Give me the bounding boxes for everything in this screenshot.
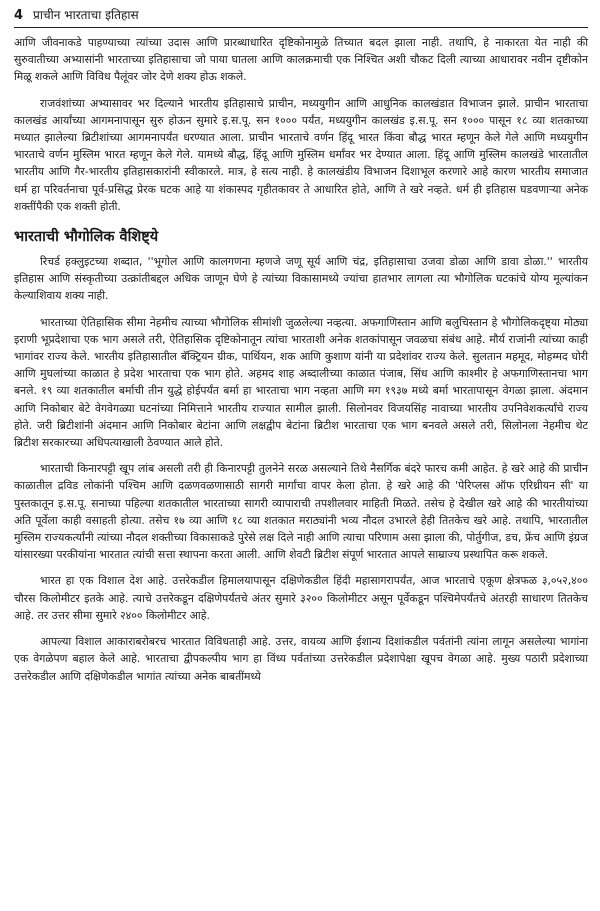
page-header	[14, 0, 588, 28]
paragraph-coastline: भारताची किनारपट्टी खूप लांब असली तरी ही किनारपट्टी तुलनेने सरळ असल्याने तिथे नैसर्गिक बंदरे फारच कमी आहेत. हे खरे आहे की प्राचीन काळातील द्रविड लोकांनी पश्चिम आणि दळणवळणासाठी सागरी मार्गांचा वापर केला होता. हे खरे आहे की 'पेरिप्लस ऑफ एरिथ्रीयन सी' या पुस्तकातून इ.स.पू. सनाच्या पहिल्या शतकातील भारताच्या सागरी व्यापाराची तपशीलवार माहिती मिळते. तसेच हे देखील खरे आहे की भारतीयांच्या अति पूर्वेला काही वसाहती होत्या. तसेच १७ व्या आणि १८ व्या शतकात मराठ्यांनी भव्य नौदल उभारले हेही तितकेच खरे आहे. तथापि, भारतातील मुस्लिम राज्यकर्त्यांनी त्यांच्या नौदल शक्तीच्या विकासाकडे पुरेसे लक्ष दिले नाही आणि त्याचा परिणाम असा झाला की, पोर्तुगीज, डच, फ्रेंच आणि इंग्रज यांसारख्या परकीयांना भारतात त्यांची सत्ता स्थापना करता आली. आणि शेवटी ब्रिटीश संपूर्ण भारतात आपले साम्राज्य प्रस्थापित करू शकले.	[14, 462, 588, 562]
paragraph-periodization: राजवंशांच्या अभ्यासावर भर दिल्याने भारतीय इतिहासाचे प्राचीन, मध्ययुगीन आणि आधुनिक कालखंडात विभाजन झाले. प्राचीन भारताचा कालखंड आर्यांच्या आगमनापासून सुरु होऊन सुमारे इ.स.पू. सन १००० पर्यंत, मध्ययुगीन कालखंड इ.स.पू. सन १००० पासून १८ व्या शतकाच्या मध्यात झालेल्या ब्रिटीशांच्या आगमनापर्यंत धरण्यात आला. प्राचीन भारताचे वर्णन हिंदू भारत किंवा बौद्ध भारत म्हणून केले गेले आणि मध्ययुगीन भारताचे वर्णन मुस्लिम भारत म्हणून केले गेले. यामध्ये बौद्ध, हिंदू आणि मुस्लिम धर्मांवर भर देण्यात आला. हिंदू आणि मुस्लिम कालखंडे भारतातील भारतीय आणि गैर-भारतीय इतिहासकारांनी स्वीकारले. मात्र, हे सत्य नाही. हे कालखंडीय विभाजन दिशाभूल करणारे आहे कारण भारतीय समाजात धर्म हा परिवर्तनाचा पूर्व-प्रसिद्ध प्रेरक घटक आहे या शंकास्पद गृहीतकावर ते आधारित होते, आणि ते खरे नव्हते. धर्म ही इतिहास घडवणाऱ्या अनेक शक्तींपैकी एक शक्ती होती.	[14, 96, 588, 213]
paragraph-diversity: आपल्या विशाल आकाराबरोबरच भारतात विविधताही आहे. उत्तर, वायव्य आणि ईशान्य दिशांकडील पर्वतांनी त्यांना लागून असलेल्या भागांना एक वेगळेपण बहाल केले आहे. भारताचा द्वीपकल्पीय भाग हा विंध्य पर्वतांच्या उत्तरेकडील प्रदेशापेक्षा खूपच वेगळा आहे. मुख्य पठारी प्रदेशाच्या उत्तरेकडील आणि दक्षिणेकडील भागांत त्यांच्या अनेक बाबतींमध्ये	[14, 635, 588, 683]
paragraph-area: भारत हा एक विशाल देश आहे. उत्तरेकडील हिमालयापासून दक्षिणेकडील हिंदी महासागरापर्यंत, आज भारताचे एकूण क्षेत्रफळ ३,०५२,४०० चौरस किलोमीटर इतके आहे. त्याचे उत्तरेकडून दक्षिणेपर्यंतचे अंतर सुमारे ३२०० किलोमीटर असून पूर्वेकडून पश्चिमेपर्यंतचे अंतरही साधारण तितकेच आहे. तर उत्तर सीमा सुमारे २४०० किलोमीटर आहे.	[14, 574, 588, 622]
paragraph-historical-boundaries: भारताच्या ऐतिहासिक सीमा नेहमीच त्याच्या भौगोलिक सीमांशी जुळलेल्या नव्हत्या. अफगाणिस्तान आणि बलुचिस्तान हे भौगोलिकदृष्ट्या मोठ्या इराणी भूप्रदेशाचा एक भाग असले तरी, ऐतिहासिक दृष्टिकोनातून त्यांचा भारताशी अनेक शतकांपासून जवळचा संबंध आहे. मौर्य राजांनी त्यांच्या काही भागांवर राज्य केले. भारतीय इतिहासातील बॅक्ट्रियन ग्रीक, पार्थियन, शक आणि कुशाण यांनी या प्रदेशांवर राज्य केले. सुलतान महमूद, मोहम्मद घोरी आणि मुघलांच्या काळात हे प्रदेश भारताचा एक भाग होते. अहमद शाह अब्दालीच्या काळात पंजाब, सिंध आणि काश्मीर हे अफगाणिस्तानचा भाग बनले. १९ व्या शतकातील बर्माची तीन युद्धे होईपर्यंत बर्मा हा भारताचा भाग नव्हता आणि मग १९३७ मध्ये बर्मा भारतापासून वेगळा झाला. अंदमान आणि निकोबार बेटे वेगवेगळ्या घटनांच्या निमित्ताने भारतीय राज्यात सामील झाली. सिलोनवर विजयसिंह नावाच्या भारतीय उपनिवेशकर्त्यांचे राज्य होते. जरी ब्रिटीशांनी अंदमान आणि निकोबार बेटांना आणि लक्षद्वीप बेटांना ब्रिटीश भारताचा एक भाग बनवले असले तरी, सिलोनला नेहमीच थेट ब्रिटीश सरकारच्या अधिपत्याखाली ठेवण्यात आले होते.	[14, 315, 588, 450]
running-title: प्राचीन भारताचा इतिहास	[33, 8, 139, 22]
paragraph-continuation: आणि जीवनाकडे पाहण्याच्या त्यांच्या उदास आणि प्रारब्धाधारित दृष्टिकोनामुळे तिच्यात बदल झाला नाही. तथापि, हे नाकारता येत नाही की सुरुवातीच्या अभ्यासांनी भारताच्या इतिहासाचा जो पाया घातला आणि कालक्रमाची एक निश्चित अशी चौकट दिली त्याच्या आधारावर नवीन दृष्टीकोन मिळू शकले आणि विविध पैलूंवर जोर देणे शक्य होऊ शकले.	[14, 36, 588, 84]
section-heading: भारताची भौगोलिक वैशिष्ट्ये	[14, 229, 159, 246]
paragraph-hakluyt-quote: रिचर्ड हक्लुइटच्या शब्दात, ''भूगोल आणि कालगणना म्हणजे जणू सूर्य आणि चंद्र, इतिहासाचा उजवा डोळा आणि डावा डोळा.'' भारतीय इतिहास आणि संस्कृतीच्या उत्क्रांतीबद्दल अधिक जाणून घेणे हे त्यांच्या विकासामध्ये ज्यांचा हातभार लागला त्या भौगोलिक घटकांचे योग्य मूल्यांकन केल्याशिवाय शक्य नाही.	[14, 255, 588, 303]
page-number: 4	[14, 8, 24, 23]
page-content	[14, 28, 588, 685]
